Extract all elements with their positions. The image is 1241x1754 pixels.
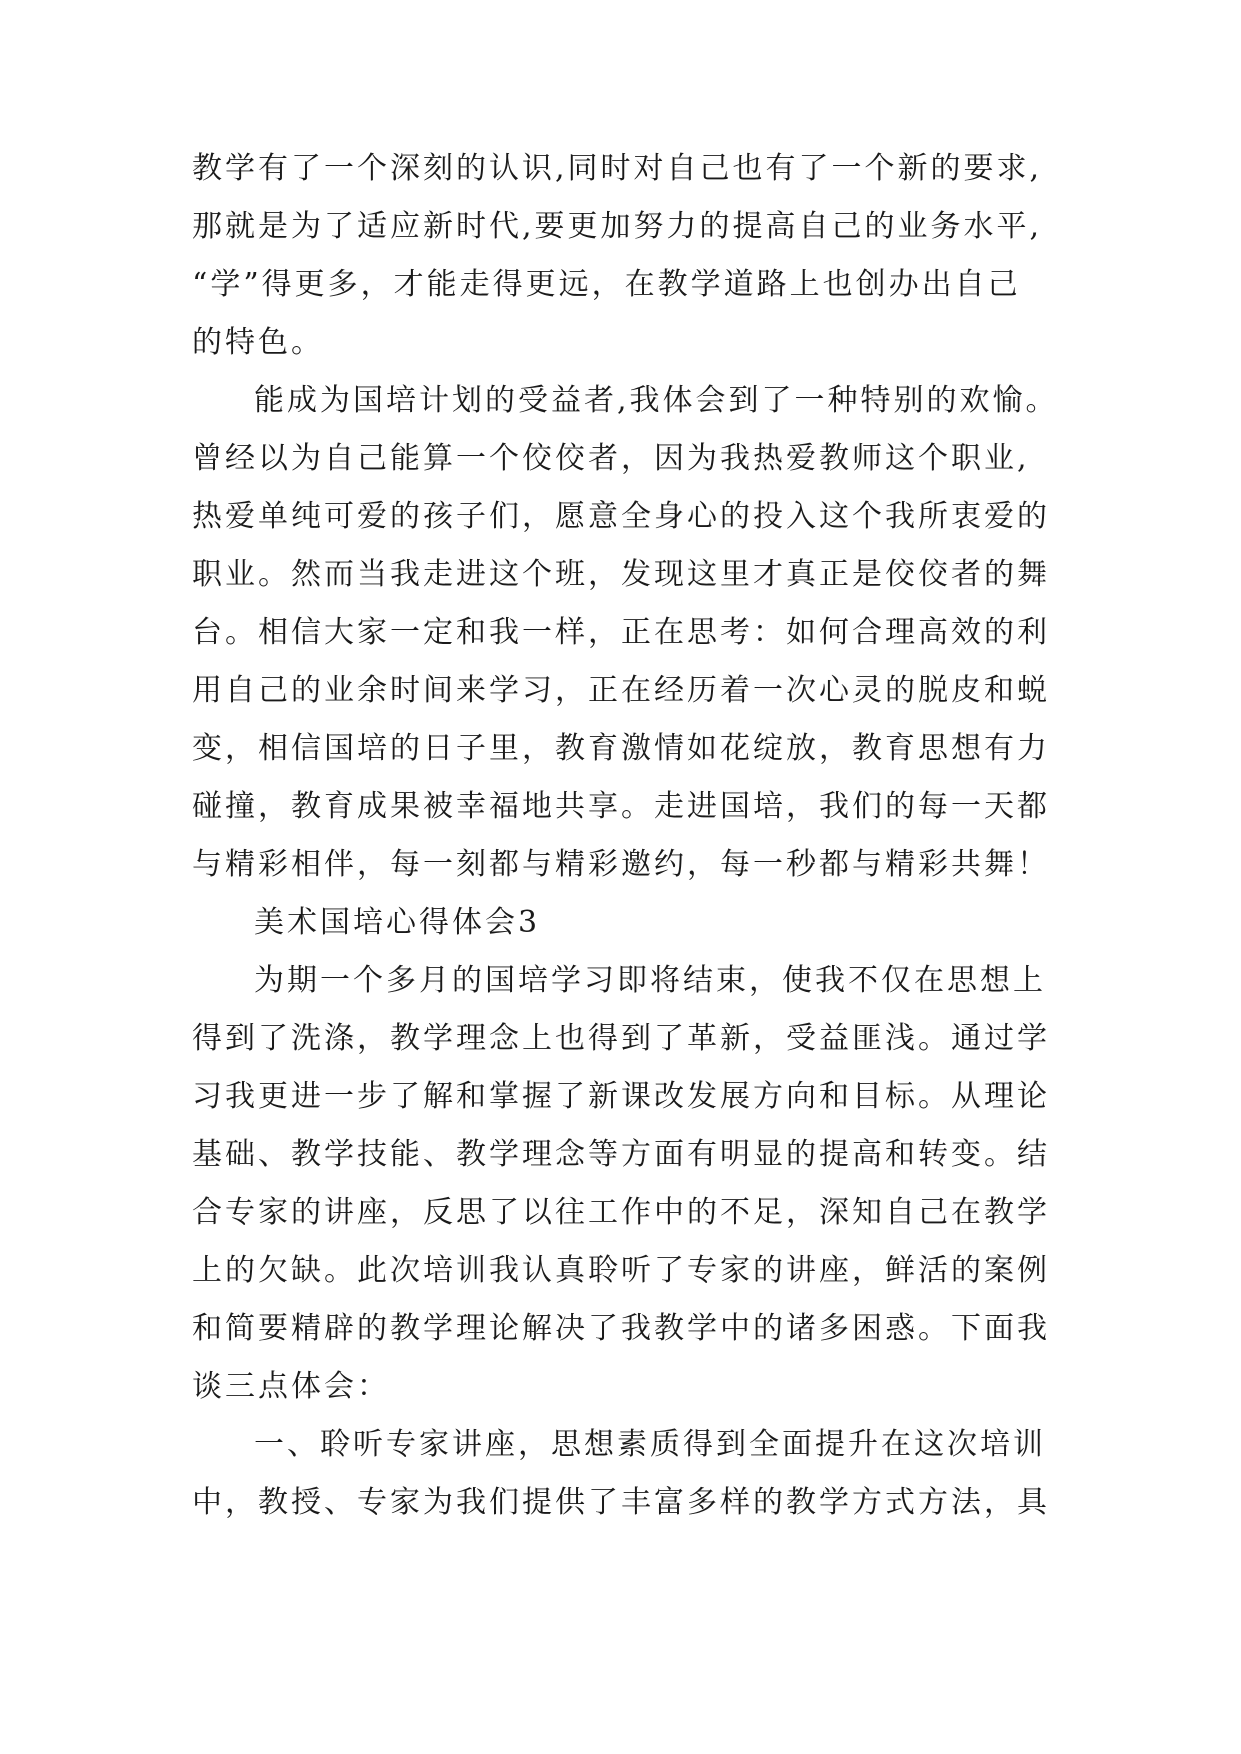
paragraph-line: 热爱单纯可爱的孩子们，愿意全身心的投入这个我所衷爱的 [192, 499, 1050, 534]
paragraph-line: 上的欠缺。此次培训我认真聆听了专家的讲座，鲜活的案例 [192, 1253, 1050, 1288]
paragraph-line: 基础、教学技能、教学理念等方面有明显的提高和转变。结 [192, 1137, 1050, 1172]
paragraph-line: “学”得更多，才能走得更远，在教学道路上也创办出自己 [192, 267, 1021, 302]
paragraph-line: 中，教授、专家为我们提供了丰富多样的教学方式方法，具 [192, 1485, 1050, 1520]
paragraph-line: 谈三点体会： [192, 1369, 390, 1404]
paragraph-line: 职业。然而当我走进这个班，发现这里才真正是佼佼者的舞 [192, 557, 1050, 592]
paragraph-line: 用自己的业余时间来学习，正在经历着一次心灵的脱皮和蜕 [192, 673, 1050, 708]
paragraph-line: 的特色。 [192, 325, 324, 360]
paragraph-line: 习我更进一步了解和掌握了新课改发展方向和目标。从理论 [192, 1079, 1050, 1114]
paragraph-line: 碰撞，教育成果被幸福地共享。走进国培，我们的每一天都 [192, 789, 1050, 824]
paragraph-line: 台。相信大家一定和我一样，正在思考：如何合理高效的利 [192, 615, 1050, 650]
document-body [192, 140, 1092, 1532]
paragraph-line: 和简要精辟的教学理论解决了我教学中的诸多困惑。下面我 [192, 1311, 1050, 1346]
paragraph-line: 合专家的讲座，反思了以往工作中的不足，深知自己在教学 [192, 1195, 1050, 1230]
paragraph-first-line: 美术国培心得体会3 [254, 905, 541, 940]
paragraph-first-line: 一、聆听专家讲座，思想素质得到全面提升在这次培训 [254, 1427, 1046, 1462]
paragraph-line: 变，相信国培的日子里，教育激情如花绽放，教育思想有力 [192, 731, 1050, 766]
paragraph-line: 得到了洗涤，教学理念上也得到了革新，受益匪浅。通过学 [192, 1021, 1050, 1056]
paragraph-line: 曾经以为自己能算一个佼佼者，因为我热爱教师这个职业, [192, 441, 1030, 476]
paragraph-line: 那就是为了适应新时代,要更加努力的提高自己的业务水平, [192, 209, 1043, 244]
paragraph-line: 与精彩相伴，每一刻都与精彩邀约，每一秒都与精彩共舞！ [192, 847, 1050, 882]
paragraph-first-line: 为期一个多月的国培学习即将结束，使我不仅在思想上 [254, 963, 1046, 998]
paragraph-line: 教学有了一个深刻的认识,同时对自己也有了一个新的要求, [192, 151, 1043, 186]
paragraph-first-line: 能成为国培计划的受益者,我体会到了一种特别的欢愉。 [254, 383, 1059, 418]
